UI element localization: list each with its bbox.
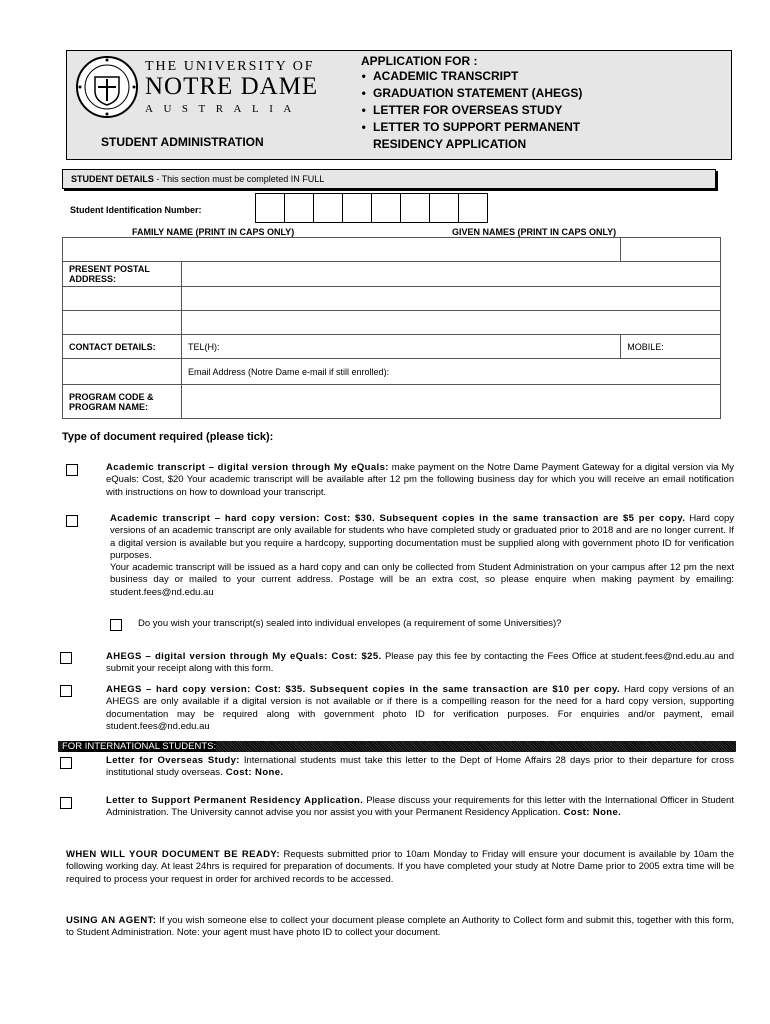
using-agent-text: USING AN AGENT: If you wish someone else to collect your document please complete an Authority to Collect form and submit this, together with this form, to Student Administration. Note: your agent must have photo ID to collect your document.	[66, 915, 734, 939]
family-name-label: FAMILY NAME (PRINT IN CAPS ONLY)	[132, 227, 295, 237]
given-names-field[interactable]	[621, 238, 721, 262]
permanent-residency-text: Letter to Support Permanent Residency Application. Please discuss your requirements for this letter with the International Officer in Student Administration. The University cannot advise you nor assist you with your Permanent Residency Application. Cost: None.	[106, 795, 734, 819]
application-types-block	[347, 51, 731, 159]
student-id-digit-box[interactable]	[458, 193, 488, 223]
form-header	[66, 50, 732, 160]
program-label: PROGRAM CODE & PROGRAM NAME:	[63, 385, 182, 419]
contact-details-label: CONTACT DETAILS:	[63, 335, 182, 359]
overseas-study-text: Letter for Overseas Study: International students must take this letter to the Dept of Home Affairs 28 days prior to their departure for cross institutional study overseas. Cost: None.	[106, 755, 734, 779]
when-ready-text: WHEN WILL YOUR DOCUMENT BE READY: Requests submitted prior to 10am Monday to Friday will ensure your document is available by 10am the following working day. At least 24hrs is required for preparation of documents. If you have completed your study at Notre Dame prior to 2005 extra time will be required to process your request in order for archived records to be accessed.	[66, 849, 734, 885]
student-id-digit-box[interactable]	[400, 193, 430, 223]
international-students-bar: FOR INTERNATIONAL STUDENTS:	[58, 741, 736, 752]
student-id-digit-box[interactable]	[371, 193, 401, 223]
university-name-line1: THE UNIVERSITY OF	[145, 59, 315, 74]
student-details-bar: STUDENT DETAILS - This section must be completed IN FULL	[62, 169, 716, 189]
application-item: • ACADEMIC TRANSCRIPT	[355, 69, 519, 83]
checkbox-ahegs-digital[interactable]	[60, 652, 72, 664]
university-logo-block	[67, 51, 348, 159]
student-id-digit-box[interactable]	[429, 193, 459, 223]
given-names-label: GIVEN NAMES (PRINT IN CAPS ONLY)	[452, 227, 617, 237]
program-field[interactable]	[182, 385, 721, 419]
postal-address-line2[interactable]	[182, 287, 721, 311]
transcript-digital-text: Academic transcript – digital version through My eQuals: make payment on the Notre Dame Payment Gateway for a digital version via My eQuals: Cost, $20 Your academic transcript will be available after 12 pm the following business day for which you will receive an email notification with instructions on how to download your transcript.	[106, 462, 734, 498]
student-id-boxes	[256, 193, 488, 222]
student-id-digit-box[interactable]	[313, 193, 343, 223]
document-type-title: Type of document required (please tick):	[62, 431, 274, 443]
student-id-digit-box[interactable]	[284, 193, 314, 223]
university-crest-icon	[75, 55, 139, 119]
checkbox-transcript-hardcopy[interactable]	[66, 515, 78, 527]
checkbox-overseas-study[interactable]	[60, 757, 72, 769]
checkbox-permanent-residency[interactable]	[60, 797, 72, 809]
student-details-table	[62, 237, 721, 419]
family-name-field[interactable]	[63, 238, 621, 262]
university-name-line3: AUSTRALIA	[145, 103, 302, 115]
blank-cell	[63, 311, 182, 335]
blank-cell	[63, 287, 182, 311]
student-id-label: Student Identification Number:	[70, 205, 202, 215]
application-list	[355, 68, 582, 153]
tel-home-field[interactable]: TEL(H):	[182, 335, 621, 359]
sealed-envelopes-text: Do you wish your transcript(s) sealed into individual envelopes (a requirement of some Universities)?	[138, 618, 562, 629]
application-item: • LETTER TO SUPPORT PERMANENT	[355, 120, 581, 134]
postal-address-line3[interactable]	[182, 311, 721, 335]
email-field[interactable]: Email Address (Notre Dame e-mail if still enrolled):	[182, 359, 721, 385]
application-title: APPLICATION FOR :	[361, 54, 478, 68]
ahegs-digital-text: AHEGS – digital version through My eQuals: Cost: $25. Please pay this fee by contacting the Fees Office at student.fees@nd.edu.au and submit your receipt along with this form.	[106, 651, 734, 675]
blank-cell	[63, 359, 182, 385]
department-name: STUDENT ADMINISTRATION	[101, 135, 264, 149]
checkbox-transcript-digital[interactable]	[66, 464, 78, 476]
checkbox-ahegs-hardcopy[interactable]	[60, 685, 72, 697]
application-item: • LETTER FOR OVERSEAS STUDY	[355, 103, 563, 117]
postal-address-line1[interactable]	[182, 262, 721, 287]
transcript-hardcopy-text: Academic transcript – hard copy version: Cost: $30. Subsequent copies in the same transaction are $5 per copy. Hard copy versions of an academic transcript are only available for students who have completed study or graduated prior to 2018 and are no longer current. If a digital version is available but you require a hardcopy, supporting documentation must be supplied along with government photo ID for verification purposes. Your academic transcript will be issued as a hard copy and can only be collected from Student Administration on your campus after 12 pm the next business day or mailed to your current address. Postage will be an extra cost, so please enquire when making payment by emailing: student.fees@nd.edu.au	[110, 513, 735, 598]
application-item: • GRADUATION STATEMENT (AHEGS)	[355, 86, 583, 100]
student-id-digit-box[interactable]	[342, 193, 372, 223]
university-name-line2: NOTRE DAME	[145, 73, 319, 100]
application-item-cont: RESIDENCY APPLICATION	[373, 137, 527, 151]
mobile-field[interactable]: MOBILE:	[621, 335, 721, 359]
student-id-digit-box[interactable]	[255, 193, 285, 223]
ahegs-hardcopy-text: AHEGS – hard copy version: Cost: $35. Subsequent copies in the same transaction are $10 per copy. Hard copy versions of an AHEGS are only available if a digital version is not available or if there is a compelling reason for the need for a hard copy version, supporting documentation may be required along with government photo ID for verification purposes. For enquiries and/or payment, email student.fees@nd.edu.au	[106, 684, 734, 732]
checkbox-sealed-envelopes[interactable]	[110, 619, 122, 631]
postal-address-label: PRESENT POSTAL ADDRESS:	[63, 262, 182, 287]
